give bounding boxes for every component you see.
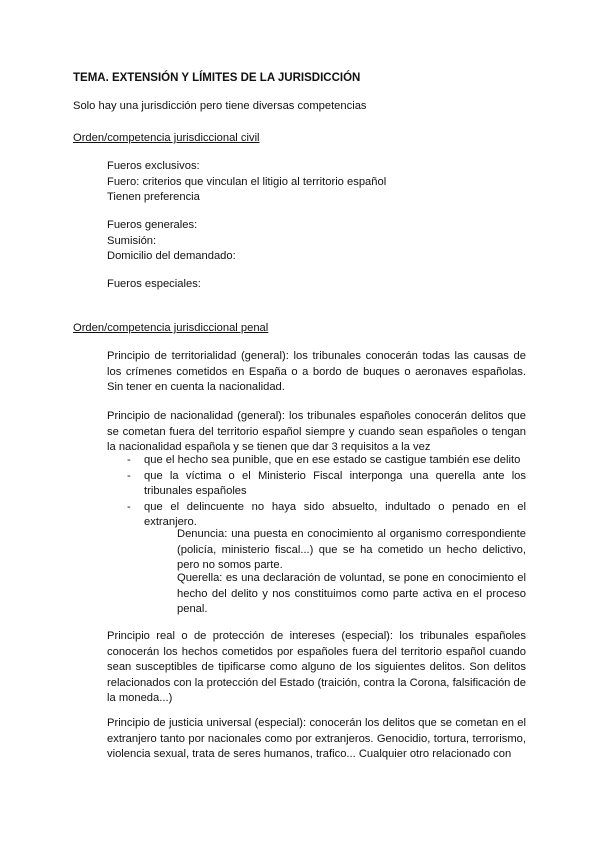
document-title: TEMA. EXTENSIÓN Y LÍMITES DE LA JURISDICCIÓN: [73, 72, 361, 84]
querella-definition: Querella: es una declaración de voluntad, se pone en conocimiento el hecho del delito y nos constituimos como parte activa en el proceso penal.: [177, 572, 526, 615]
principio-nacionalidad: Principio de nacionalidad (general): los tribunales españoles conocerán delitos que se cometan fuera del territorio español siempre y cuando sean españoles o tengan la nacionalidad española y se tienen que dar 3 requisitos a la vez: [107, 410, 526, 453]
list-item: [127, 453, 526, 469]
principio-real: Principio real o de protección de intereses (especial): los tribunales españoles conocerán los hechos cometidos por españoles fuera del territorio español cuando sean susceptibles de tipificarse como alguno de los siguientes delitos. Son delitos relacionados con la protección del Estado (traición, contra la Corona, falsificación de la moneda...): [107, 630, 526, 704]
requisito-text: que el hecho sea punible, que en ese estado se castigue también ese delito: [144, 454, 521, 466]
requisito-text: que el delincuente no haya sido absuelto, indultado o penado en el extranjero.: [144, 500, 526, 528]
civil-heading: Orden/competencia jurisdiccional civil: [73, 132, 260, 144]
principio-justicia-universal: Principio de justicia universal (especial): conocerán los delitos que se cometan en el extranjero tanto por nacionales como por extranjeros. Genocidio, tortura, terrorismo, violencia sexual, trata de seres humanos, trafico... Cualquier otro relacionado con: [107, 717, 526, 760]
fueros-preference: Tienen preferencia: [107, 191, 200, 203]
list-item: [127, 500, 526, 531]
bullet-dash: -: [127, 469, 131, 482]
fueros-exclusivos-block: [107, 159, 386, 206]
intro-text: Solo hay una jurisdicción pero tiene diversas competencias: [73, 100, 367, 112]
list-item: [127, 469, 526, 500]
fueros-generales-block: [107, 218, 236, 265]
bullet-dash: -: [127, 500, 131, 513]
fueros-generales-label: Fueros generales:: [107, 219, 198, 231]
requisito-text: que la víctima o el Ministerio Fiscal interponga una querella ante los tribunales españoles: [144, 469, 526, 497]
fueros-especiales-label: Fueros especiales:: [107, 278, 201, 290]
denuncia-definition: Denuncia: una puesta en conocimiento al organismo correspondiente (policía, ministerio fiscal...) que se ha cometido un hecho delictivo, pero no somos parte.: [177, 528, 526, 571]
bullet-dash: -: [127, 454, 131, 466]
principio-territorialidad: Principio de territorialidad (general): los tribunales conocerán todas las causas de los crímenes cometidos en España o a bordo de buques o aeronaves españolas. Sin tener en cuenta la nacionalidad.: [107, 350, 526, 393]
fueros-exclusivos-label: Fueros exclusivos:: [107, 160, 200, 172]
domicilio-label: Domicilio del demandado:: [107, 250, 236, 262]
sumision-label: Sumisión:: [107, 234, 157, 247]
penal-heading: Orden/competencia jurisdiccional penal: [73, 322, 269, 334]
requisitos-list: [127, 453, 526, 531]
fuero-definition: Fuero: criterios que vinculan el litigio al territorio español: [107, 175, 387, 188]
